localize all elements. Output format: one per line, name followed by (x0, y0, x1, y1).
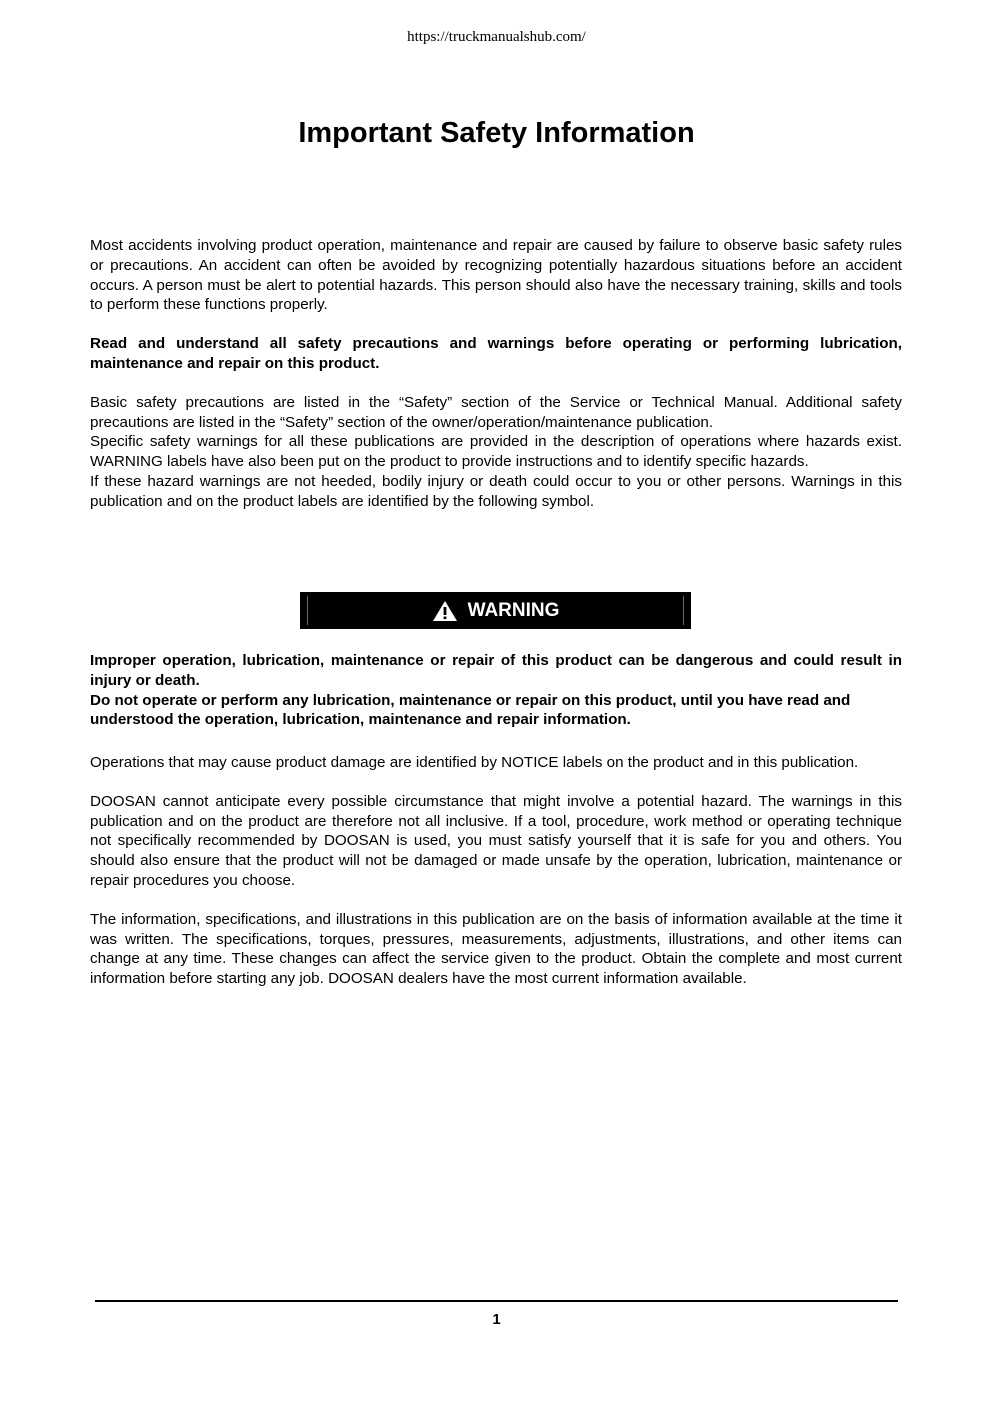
body-paragraph-information-changes: The information, specifications, and illustrations in this publication are on the basis of information available at the time it was written. The specifications, torques, pressures, measurements, adjustments, illustrations, and other items can change at any time. These changes can affect the service given to the product. Obtain the complete and most current information before starting any job. DOOSAN dealers have the most current information available. (90, 910, 902, 988)
warning-label: WARNING (467, 599, 560, 621)
intro-paragraph-accidents: Most accidents involving product operation, maintenance and repair are caused by failure to observe basic safety rules or precautions. An accident can often be avoided by recognizing potentially hazardous situations before an accident occurs. A person must be alert to potential hazards. This person should also have the necessary training, skills and tools to perform these functions properly. (90, 237, 902, 314)
page-title: Important Safety Information (298, 117, 695, 149)
intro-section (90, 236, 902, 512)
intro-paragraph-hazard-warnings: If these hazard warnings are not heeded, bodily injury or death could occur to you or other persons. Warnings in this publication and on the product labels are identified by the following symbol. (90, 472, 902, 510)
warning-text-improper-operation: Improper operation, lubrication, maintenance or repair of this product can be dangerous and could result in injury or death. (90, 652, 902, 689)
page-number: 1 (492, 1311, 501, 1328)
source-url-header: https://truckmanualshub.com/ (407, 29, 586, 45)
warning-text-do-not-operate: Do not operate or perform any lubrication, maintenance or repair on this product, until you have read and understood the operation, lubrication, maintenance and repair information. (90, 691, 851, 729)
body-section (90, 753, 902, 989)
intro-paragraph-read-understand: Read and understand all safety precautions and warnings before operating or performing lubrication, maintenance and repair on this product. (90, 335, 902, 372)
warning-text-section (90, 651, 902, 730)
warning-banner (300, 592, 691, 629)
intro-paragraph-basic-precautions: Basic safety precautions are listed in the “Safety” section of the Service or Technical Manual. Additional safety precautions are listed in the “Safety” section of the owner/operation/maintenance publication. (90, 393, 902, 431)
intro-paragraph-specific-warnings: Specific safety warnings for all these publications are provided in the description of operations where hazards exist. WARNING labels have also been put on the product to provide instructions and to identify specific hazards. (90, 433, 902, 471)
body-paragraph-doosan-hazards: DOOSAN cannot anticipate every possible circumstance that might involve a potential hazard. The warnings in this publication and on the product are therefore not all inclusive. If a tool, procedure, work method or operating technique not specifically recommended by DOOSAN is used, you must satisfy yourself that it is safe for you and others. You should also ensure that the product will not be damaged or made unsafe by the operation, lubrication, maintenance or repair procedures you choose. (90, 792, 902, 889)
footer-divider (95, 1300, 898, 1302)
body-paragraph-notice-labels: Operations that may cause product damage are identified by NOTICE labels on the product and in this publication. (90, 754, 859, 771)
warning-triangle-icon (432, 600, 458, 622)
